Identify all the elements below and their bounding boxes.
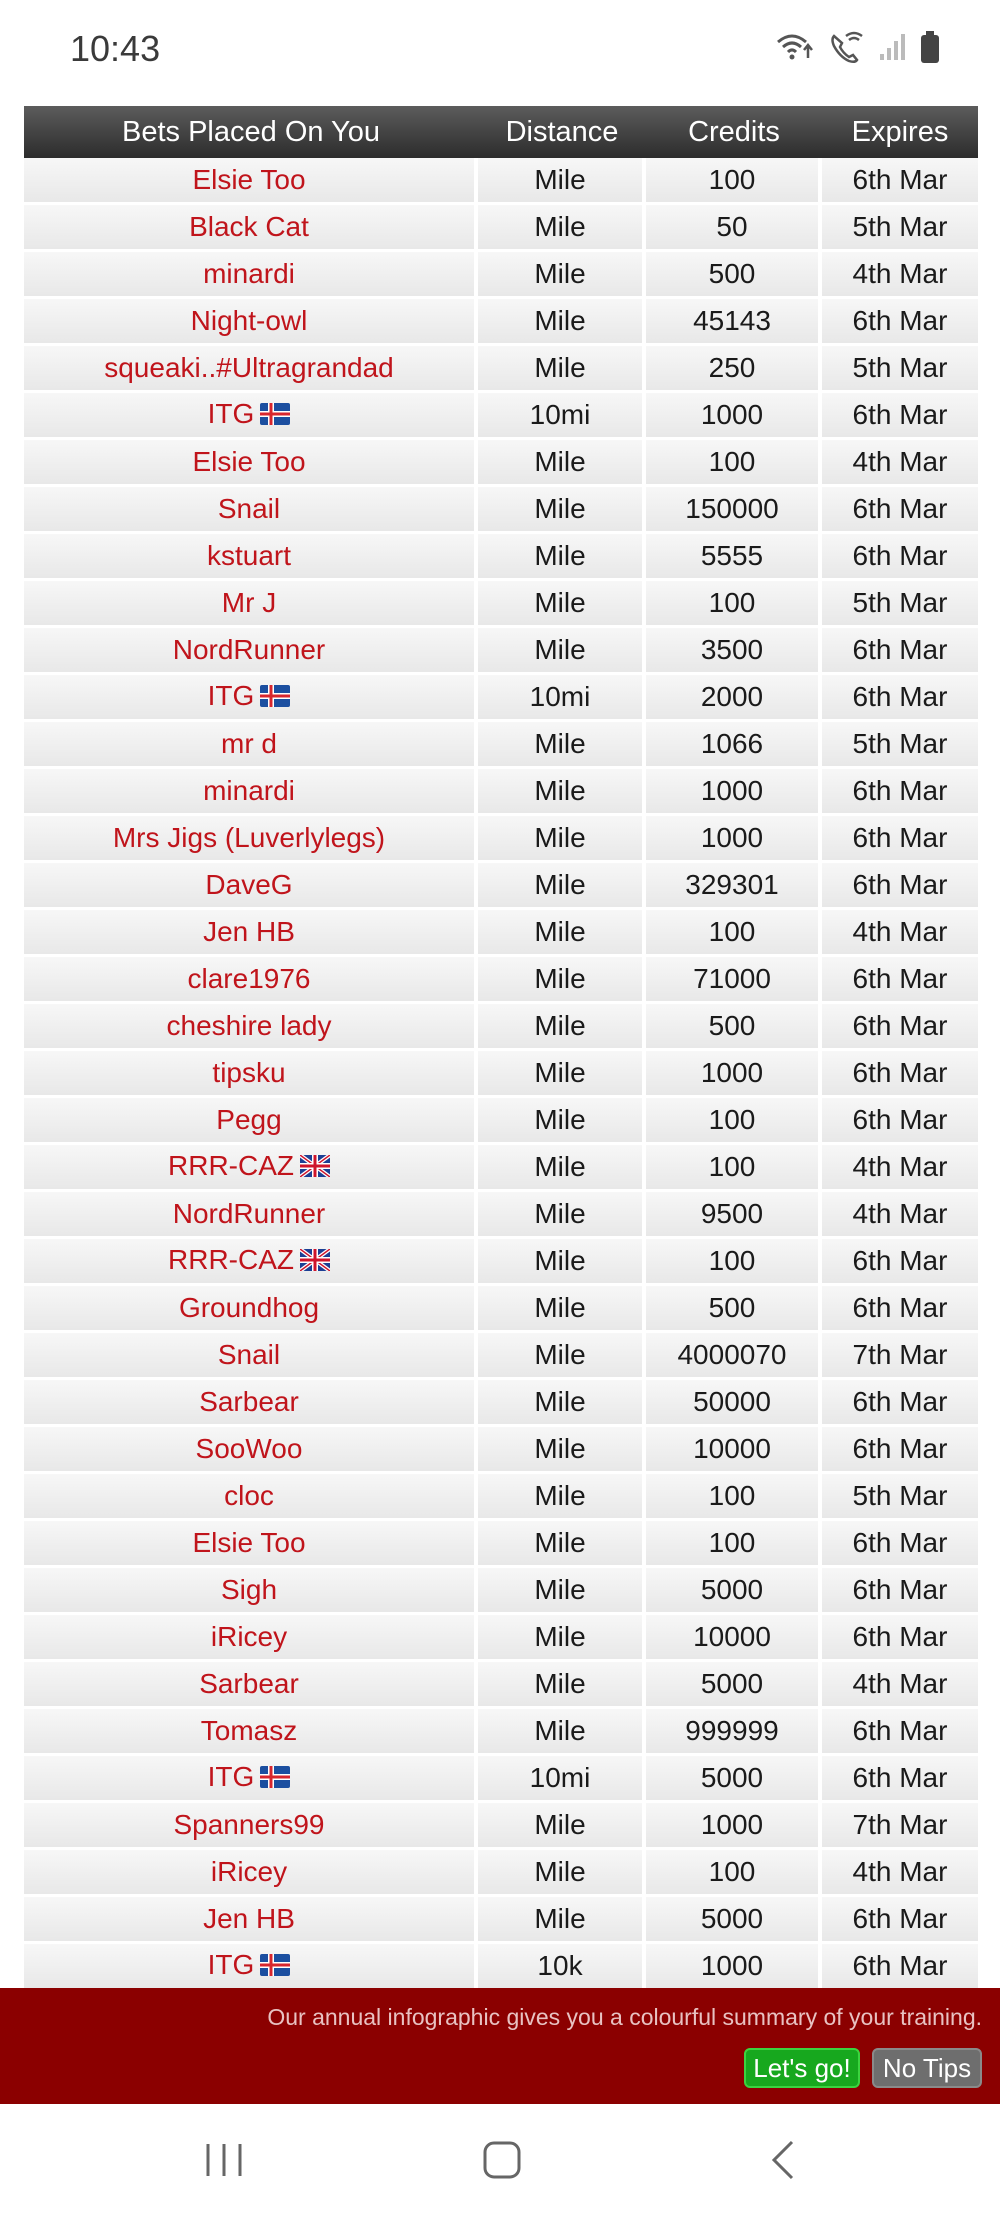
distance-cell: Mile [478, 1615, 646, 1662]
expires-cell: 4th Mar [822, 1662, 978, 1709]
distance-cell: Mile [478, 1803, 646, 1850]
bettor-link[interactable] [24, 534, 478, 581]
credits-cell: 100 [646, 1145, 822, 1192]
distance-cell: Mile [478, 1709, 646, 1756]
header-bets-placed: Bets Placed On You [24, 106, 478, 158]
table-row [24, 1568, 978, 1615]
expires-cell: 6th Mar [822, 1944, 978, 1988]
distance-cell: Mile [478, 1145, 646, 1192]
bettor-link[interactable] [24, 910, 478, 957]
credits-cell: 100 [646, 1521, 822, 1568]
expires-cell: 6th Mar [822, 957, 978, 1004]
table-row [24, 1615, 978, 1662]
header-distance: Distance [478, 106, 646, 158]
bettor-link[interactable] [24, 1427, 478, 1474]
expires-cell: 6th Mar [822, 816, 978, 863]
credits-cell: 5000 [646, 1756, 822, 1803]
bettor-name: Tomasz [200, 1715, 298, 1746]
expires-cell: 6th Mar [822, 769, 978, 816]
table-row [24, 957, 978, 1004]
bettor-name: iRicey [210, 1621, 288, 1652]
bettor-name: RRR-CAZ [168, 1150, 294, 1181]
table-row [24, 910, 978, 957]
table-row [24, 1051, 978, 1098]
bettor-link[interactable] [24, 1286, 478, 1333]
bettor-link[interactable] [24, 628, 478, 675]
bets-table-body [24, 158, 978, 1988]
bettor-name: kstuart [206, 540, 292, 571]
credits-cell: 1000 [646, 1944, 822, 1988]
status-bar [0, 0, 1000, 96]
credits-cell: 150000 [646, 487, 822, 534]
table-row [24, 346, 978, 393]
bettor-name: Black Cat [189, 211, 309, 242]
bettor-name: NordRunner [172, 634, 326, 665]
credits-cell: 100 [646, 1850, 822, 1897]
header-expires: Expires [822, 106, 978, 158]
table-row [24, 1662, 978, 1709]
table-row [24, 769, 978, 816]
table-row [24, 675, 978, 722]
bettor-name: minardi [203, 258, 295, 289]
expires-cell: 6th Mar [822, 1004, 978, 1051]
bettor-link[interactable] [24, 158, 478, 205]
bettor-link[interactable] [24, 1004, 478, 1051]
bets-table-container[interactable] [24, 106, 978, 1988]
credits-cell: 9500 [646, 1192, 822, 1239]
credits-cell: 5000 [646, 1568, 822, 1615]
expires-cell: 6th Mar [822, 1756, 978, 1803]
expires-cell: 6th Mar [822, 299, 978, 346]
expires-cell: 6th Mar [822, 863, 978, 910]
distance-cell: Mile [478, 534, 646, 581]
table-row [24, 252, 978, 299]
expires-cell: 6th Mar [822, 1521, 978, 1568]
bettor-link[interactable] [24, 1897, 478, 1944]
table-row [24, 440, 978, 487]
bettor-name: Jen HB [203, 916, 295, 947]
table-row [24, 1380, 978, 1427]
table-row [24, 1850, 978, 1897]
bettor-name: Jen HB [203, 1903, 295, 1934]
credits-cell: 5555 [646, 534, 822, 581]
table-row [24, 1333, 978, 1380]
distance-cell: Mile [478, 957, 646, 1004]
bettor-name: Sarbear [199, 1668, 299, 1699]
distance-cell: Mile [478, 346, 646, 393]
distance-cell: 10mi [478, 675, 646, 722]
bettor-link[interactable] [24, 487, 478, 534]
bettor-name: Sigh [220, 1574, 278, 1605]
bettor-name: Elsie Too [192, 446, 306, 477]
bettor-name: SooWoo [195, 1433, 303, 1464]
bettor-link[interactable] [24, 581, 478, 628]
expires-cell: 6th Mar [822, 1098, 978, 1145]
credits-cell: 5000 [646, 1897, 822, 1944]
table-row [24, 1709, 978, 1756]
distance-cell: Mile [478, 1568, 646, 1615]
credits-cell: 100 [646, 1474, 822, 1521]
expires-cell: 6th Mar [822, 1286, 978, 1333]
credits-cell: 1000 [646, 816, 822, 863]
bettor-link[interactable] [24, 816, 478, 863]
credits-cell: 100 [646, 440, 822, 487]
infographic-banner [0, 1988, 1000, 2104]
bettor-name: Mrs Jigs (Luverlylegs) [112, 822, 386, 853]
bettor-link[interactable] [24, 1474, 478, 1521]
credits-cell: 100 [646, 1098, 822, 1145]
table-row [24, 1004, 978, 1051]
table-row [24, 581, 978, 628]
credits-cell: 1000 [646, 769, 822, 816]
bettor-link[interactable] [24, 1333, 478, 1380]
bettor-name: DaveG [205, 869, 293, 900]
bettor-link[interactable] [24, 346, 478, 393]
table-row [24, 393, 978, 440]
distance-cell: Mile [478, 1286, 646, 1333]
expires-cell: 6th Mar [822, 1239, 978, 1286]
expires-cell: 4th Mar [822, 252, 978, 299]
expires-cell: 6th Mar [822, 1380, 978, 1427]
bettor-name: Spanners99 [173, 1809, 325, 1840]
expires-cell: 7th Mar [822, 1803, 978, 1850]
bettor-name: Sarbear [199, 1386, 299, 1417]
system-nav-bar [0, 2104, 1000, 2222]
credits-cell: 100 [646, 910, 822, 957]
bettor-link[interactable] [24, 769, 478, 816]
table-row [24, 1803, 978, 1850]
status-time: 10:43 [70, 28, 161, 69]
expires-cell: 6th Mar [822, 1615, 978, 1662]
credits-cell: 329301 [646, 863, 822, 910]
table-header-row [24, 106, 978, 158]
distance-cell: Mile [478, 1662, 646, 1709]
distance-cell: Mile [478, 252, 646, 299]
bettor-name: Night-owl [190, 305, 308, 336]
bettor-link[interactable] [24, 1756, 478, 1803]
bettor-link[interactable] [24, 205, 478, 252]
credits-cell: 10000 [646, 1427, 822, 1474]
credits-cell: 1000 [646, 1803, 822, 1850]
expires-cell: 6th Mar [822, 158, 978, 205]
expires-cell: 7th Mar [822, 1333, 978, 1380]
recent-apps-icon[interactable] [204, 2140, 244, 2180]
expires-cell: 6th Mar [822, 1568, 978, 1615]
bettor-name: squeaki..#Ultragrandad [104, 352, 394, 383]
distance-cell: Mile [478, 1427, 646, 1474]
header-credits: Credits [646, 106, 822, 158]
distance-cell: Mile [478, 1897, 646, 1944]
bettor-name: cheshire lady [166, 1010, 332, 1041]
table-row [24, 1192, 978, 1239]
distance-cell: Mile [478, 440, 646, 487]
table-row [24, 863, 978, 910]
expires-cell: 6th Mar [822, 534, 978, 581]
distance-cell: Mile [478, 1850, 646, 1897]
credits-cell: 250 [646, 346, 822, 393]
bettor-name: minardi [203, 775, 295, 806]
credits-cell: 1066 [646, 722, 822, 769]
distance-cell: Mile [478, 1239, 646, 1286]
distance-cell: Mile [478, 1521, 646, 1568]
bettor-link[interactable] [24, 1944, 478, 1988]
wifi-calling-icon [774, 30, 814, 64]
table-row [24, 299, 978, 346]
table-row [24, 1756, 978, 1803]
bettor-link[interactable] [24, 722, 478, 769]
bettor-link[interactable] [24, 1568, 478, 1615]
credits-cell: 999999 [646, 1709, 822, 1756]
home-icon[interactable] [482, 2140, 522, 2180]
bettor-name: iRicey [210, 1856, 288, 1887]
distance-cell: Mile [478, 769, 646, 816]
distance-cell: Mile [478, 1333, 646, 1380]
table-row [24, 1098, 978, 1145]
bettor-link[interactable] [24, 863, 478, 910]
credits-cell: 100 [646, 158, 822, 205]
bettor-link[interactable] [24, 1850, 478, 1897]
iceland-flag-icon [260, 400, 290, 432]
bettor-name: RRR-CAZ [168, 1244, 294, 1275]
bettor-link[interactable] [24, 252, 478, 299]
lets-go-button[interactable]: Let's go! [744, 2048, 860, 2088]
bettor-name: Mr J [221, 587, 277, 618]
bettor-name: mr d [221, 728, 277, 759]
bettor-link[interactable] [24, 299, 478, 346]
bettor-link[interactable] [24, 1380, 478, 1427]
credits-cell: 45143 [646, 299, 822, 346]
uk-flag-icon [300, 1246, 330, 1278]
distance-cell: Mile [478, 158, 646, 205]
distance-cell: Mile [478, 205, 646, 252]
bettor-link[interactable] [24, 957, 478, 1004]
distance-cell: Mile [478, 910, 646, 957]
signal-icon [878, 32, 906, 62]
table-row [24, 158, 978, 205]
bettor-link[interactable] [24, 440, 478, 487]
table-row [24, 534, 978, 581]
bettor-name: tipsku [212, 1057, 286, 1088]
expires-cell: 5th Mar [822, 722, 978, 769]
distance-cell: Mile [478, 1051, 646, 1098]
expires-cell: 6th Mar [822, 487, 978, 534]
uk-flag-icon [300, 1152, 330, 1184]
bettor-name: Elsie Too [192, 1527, 306, 1558]
distance-cell: Mile [478, 299, 646, 346]
bettor-link[interactable] [24, 1662, 478, 1709]
expires-cell: 6th Mar [822, 393, 978, 440]
distance-cell: Mile [478, 863, 646, 910]
bettor-link[interactable] [24, 1051, 478, 1098]
wifi-call-icon [828, 30, 864, 64]
credits-cell: 5000 [646, 1662, 822, 1709]
bettor-name: ITG [207, 1761, 255, 1792]
distance-cell: Mile [478, 1004, 646, 1051]
credits-cell: 500 [646, 252, 822, 299]
bettor-link[interactable] [24, 675, 478, 722]
table-row [24, 205, 978, 252]
bettor-link[interactable] [24, 1239, 478, 1286]
bettor-name: Elsie Too [192, 164, 306, 195]
distance-cell: Mile [478, 1380, 646, 1427]
credits-cell: 10000 [646, 1615, 822, 1662]
no-tips-button[interactable]: No Tips [872, 2048, 982, 2088]
distance-cell: Mile [478, 816, 646, 863]
credits-cell: 1000 [646, 393, 822, 440]
bettor-name: cloc [224, 1480, 274, 1511]
table-row [24, 1474, 978, 1521]
bettor-name: NordRunner [172, 1198, 326, 1229]
table-row [24, 1944, 978, 1988]
expires-cell: 6th Mar [822, 1709, 978, 1756]
distance-cell: 10k [478, 1944, 646, 1988]
bettor-link[interactable] [24, 1192, 478, 1239]
table-row [24, 628, 978, 675]
bettor-name: clare1976 [187, 963, 311, 994]
table-row [24, 1427, 978, 1474]
iceland-flag-icon [260, 1763, 290, 1795]
expires-cell: 5th Mar [822, 581, 978, 628]
expires-cell: 6th Mar [822, 628, 978, 675]
credits-cell: 4000070 [646, 1333, 822, 1380]
bettor-link[interactable] [24, 1709, 478, 1756]
credits-cell: 100 [646, 1239, 822, 1286]
distance-cell: 10mi [478, 393, 646, 440]
bettor-link[interactable] [24, 1803, 478, 1850]
distance-cell: Mile [478, 628, 646, 675]
battery-icon [920, 30, 940, 64]
bettor-name: Snail [217, 493, 281, 524]
distance-cell: Mile [478, 1192, 646, 1239]
bettor-name: Pegg [216, 1104, 282, 1135]
credits-cell: 500 [646, 1286, 822, 1333]
expires-cell: 4th Mar [822, 1145, 978, 1192]
credits-cell: 100 [646, 581, 822, 628]
bettor-link[interactable] [24, 1145, 478, 1192]
bets-table [24, 106, 978, 1988]
expires-cell: 4th Mar [822, 1850, 978, 1897]
bettor-link[interactable] [24, 393, 478, 440]
expires-cell: 6th Mar [822, 1051, 978, 1098]
bettor-name: ITG [207, 680, 255, 711]
status-icons [774, 30, 940, 64]
credits-cell: 3500 [646, 628, 822, 675]
credits-cell: 50000 [646, 1380, 822, 1427]
table-row [24, 487, 978, 534]
expires-cell: 4th Mar [822, 1192, 978, 1239]
expires-cell: 5th Mar [822, 346, 978, 393]
table-row [24, 1897, 978, 1944]
expires-cell: 6th Mar [822, 1897, 978, 1944]
bettor-link[interactable] [24, 1098, 478, 1145]
back-icon[interactable] [766, 2140, 802, 2180]
bettor-link[interactable] [24, 1521, 478, 1568]
bettor-link[interactable] [24, 1615, 478, 1662]
expires-cell: 4th Mar [822, 440, 978, 487]
credits-cell: 50 [646, 205, 822, 252]
expires-cell: 6th Mar [822, 675, 978, 722]
distance-cell: Mile [478, 1474, 646, 1521]
bettor-name: Snail [217, 1339, 281, 1370]
distance-cell: Mile [478, 722, 646, 769]
expires-cell: 4th Mar [822, 910, 978, 957]
expires-cell: 6th Mar [822, 1427, 978, 1474]
distance-cell: Mile [478, 581, 646, 628]
table-row [24, 1239, 978, 1286]
credits-cell: 500 [646, 1004, 822, 1051]
iceland-flag-icon [260, 1951, 290, 1983]
distance-cell: Mile [478, 487, 646, 534]
banner-message: Our annual infographic gives you a colourful summary of your training. [267, 2004, 982, 2030]
iceland-flag-icon [260, 682, 290, 714]
credits-cell: 1000 [646, 1051, 822, 1098]
table-row [24, 1286, 978, 1333]
expires-cell: 5th Mar [822, 1474, 978, 1521]
credits-cell: 2000 [646, 675, 822, 722]
table-row [24, 722, 978, 769]
credits-cell: 71000 [646, 957, 822, 1004]
distance-cell: Mile [478, 1098, 646, 1145]
expires-cell: 5th Mar [822, 205, 978, 252]
bettor-name: ITG [207, 398, 255, 429]
table-row [24, 816, 978, 863]
table-row [24, 1521, 978, 1568]
bettor-name: ITG [207, 1949, 255, 1980]
table-row [24, 1145, 978, 1192]
bettor-name: Groundhog [178, 1292, 320, 1323]
distance-cell: 10mi [478, 1756, 646, 1803]
